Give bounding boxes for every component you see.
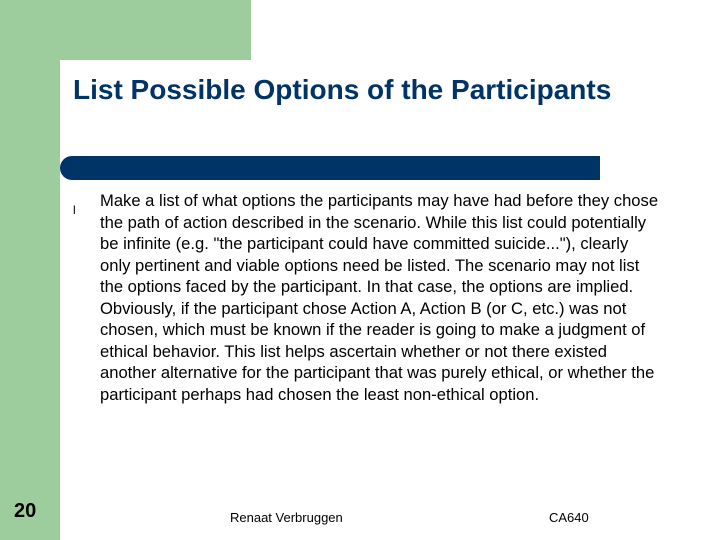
left-accent-band (0, 0, 60, 540)
slide-title: List Possible Options of the Participants (73, 74, 612, 105)
footer-course: CA640 (549, 510, 589, 525)
footer-author: Renaat Verbruggen (230, 510, 343, 525)
slide-number: 20 (14, 500, 37, 522)
title-underline-bar (60, 156, 600, 180)
top-accent-block (60, 0, 251, 60)
bullet-text: Make a list of what options the participants may have had before they chose the path of action described in the scenario. While this list could potentially be infinite (e.g. "the participant could have committed suicide..."), clearly only pertinent and viable options need be listed. The scenario may not list the options faced by the participant. In that case, the options are implied. Obviously, if the participant chose Action A, Action B (or C, etc.) was not chosen, which must be known if the reader is going to make a judgment of ethical behavior. This list helps ascertain whether or not there existed another alternative for the participant that was purely ethical, or whether the participant perhaps had chosen the least non-ethical option. (100, 191, 659, 404)
bullet-marker: l (73, 203, 76, 217)
